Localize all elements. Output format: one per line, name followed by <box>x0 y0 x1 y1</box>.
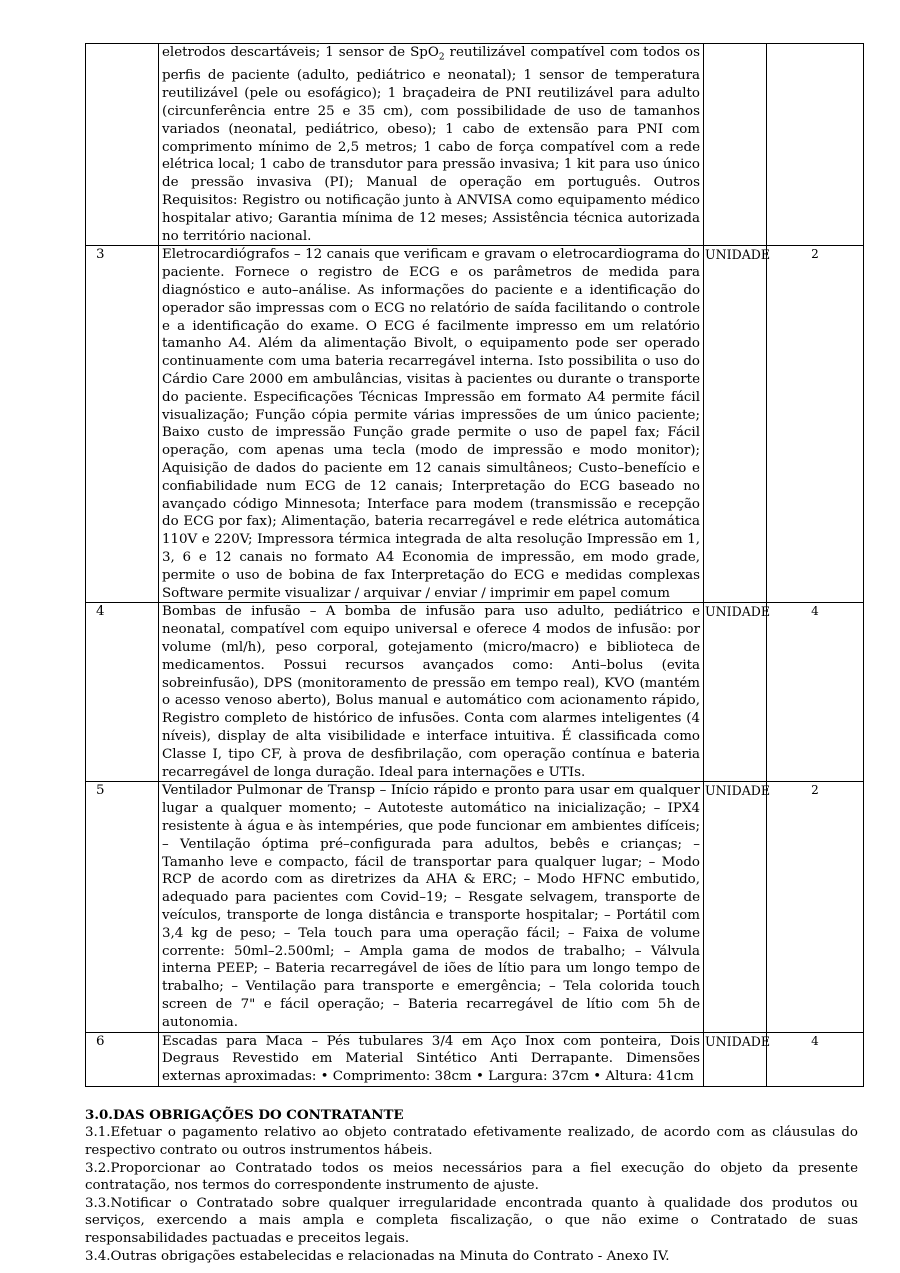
item-quantity: 2 <box>767 782 864 1032</box>
table-row <box>86 1032 864 1086</box>
item-number <box>86 44 159 246</box>
table-row <box>86 246 864 603</box>
section-heading: 3.0.DAS OBRIGAÇÕES DO CONTRATANTE <box>85 1106 404 1123</box>
item-unit: UNIDADE <box>704 603 767 782</box>
item-description: Ventilador Pulmonar de Transp – Início rápido e pronto para usar em qualquer lugar a qualquer momento; – Autoteste automático na inicialização; – IPX4 resistente à água e às intempéries, que pode funcionar em ambientes difíceis; – Ventilação óptima pré–configurada para adultos, bebês e crianças; – Tamanho leve e compacto, fácil de transportar para qualquer lugar; – Modo RCP de acordo com as diretrizes da AHA & ERC; – Modo HFNC embutido, adequado para pacientes com Covid–19; – Resgate selvagem, transporte de veículos, transporte de longa distância e transporte hospitalar; – Portátil com 3,4 kg de peso; – Tela touch para uma operação fácil; – Faixa de volume corrente: 50ml–2.500ml; – Ampla gama de modos de trabalho; – Válvula interna PEEP; – Bateria recarregável de iões de lítio para um longo tempo de trabalho; – Ventilação para transporte e emergência; – Tela colorida touch screen de 7" e fácil operação; – Bateria recarregável de lítio com 5h de autonomia. <box>159 782 704 1032</box>
item-quantity: 4 <box>767 603 864 782</box>
table-row <box>86 603 864 782</box>
obligation-item: 3.4.Outras obrigações estabelecidas e relacionadas na Minuta do Contrato - Anexo IV. <box>85 1248 670 1264</box>
description-text: reutilizável compatível com todos os perfis de paciente (adulto, pediátrico e neonatal); 1 sensor de temperatura reutilizável (pele ou esofágico); 1 braçadeira de PNI reutilizável para adulto (circunferência entre 25 e 35 cm), com possibilidade de uso de tamanhos variados (neonatal, pediátrico, obeso); 1 cabo de extensão para PNI com comprimento mínimo de 2,5 metros; 1 cabo de força compatível com a rede elétrica local; 1 cabo de transdutor para pressão invasiva; 1 kit para uso único de pressão invasiva (PI); Manual de operação em português. Outros Requisitos: Registro ou notificação junto à ANVISA como equipamento médico hospitalar ativo; Garantia mínima de 12 meses; Assistência técnica autorizada no território nacional. <box>162 45 700 244</box>
obligations-section <box>85 1107 858 1265</box>
item-quantity: 2 <box>767 246 864 603</box>
item-unit <box>704 44 767 246</box>
item-number: 4 <box>86 603 159 782</box>
item-description: Escadas para Maca – Pés tubulares 3/4 em Aço Inox com ponteira, Dois Degraus Revestido em Material Sintético Anti Derrapante. Dimensões externas aproximadas: • Comprimento: 38cm • Largura: 37cm • Altura: 41cm <box>159 1032 704 1086</box>
subscript-text: 2 <box>438 52 445 63</box>
document-page <box>85 43 858 1265</box>
obligation-item: 3.2.Proporcionar ao Contratado todos os meios necessários para a fiel execução do objeto da presente contratação, nos termos do correspondente instrumento de ajuste. <box>85 1160 858 1194</box>
item-number: 3 <box>86 246 159 603</box>
item-quantity <box>767 44 864 246</box>
obligation-item: 3.1.Efetuar o pagamento relativo ao objeto contratado efetivamente realizado, de acordo com as cláusulas do respectivo contrato ou outros instrumentos hábeis. <box>85 1125 858 1159</box>
description-text: eletrodos descartáveis; 1 sensor de SpO <box>162 45 439 60</box>
item-quantity: 4 <box>767 1032 864 1086</box>
item-unit: UNIDADE <box>704 1032 767 1086</box>
items-table <box>85 43 864 1087</box>
table-row <box>86 782 864 1032</box>
item-number: 5 <box>86 782 159 1032</box>
table-row <box>86 44 864 246</box>
item-number: 6 <box>86 1032 159 1086</box>
item-description: Eletrocardiógrafos – 12 canais que verificam e gravam o eletrocardiograma do paciente. Fornece o registro de ECG e os parâmetros de medida para diagnóstico e auto–análise. As informações do paciente e a identificação do operador são impressas com o ECG no relatório de saída facilitando o controle e a identificação do exame. O ECG é facilmente impresso em um relatório tamanho A4. Além da alimentação Bivolt, o equipamento pode ser operado continuamente com uma bateria recarregável interna. Isto possibilita o uso do Cárdio Care 2000 em ambulâncias, visitas à pacientes ou durante o transporte do paciente. Especificações Técnicas Impressão em formato A4 permite fácil visualização; Função cópia permite várias impressões de um único paciente; Baixo custo de impressão Função grade permite o uso de papel fax; Fácil operação, com apenas uma tecla (modo de impressão e modo monitor); Aquisição de dados do paciente em 12 canais simultâneos; Custo–benefício e confiabilidade num ECG de 12 canais; Interpretação do ECG baseado no avançado código Minnesota; Interface para modem (transmissão e recepção do ECG por fax); Alimentação, bateria recarregável e rede elétrica automática 110V e 220V; Impressora térmica integrada de alta resolução Impressão em 1, 3, 6 e 12 canais no formato A4 Economia de impressão, em modo grade, permite o uso de bobina de fax Interpretação do ECG e medidas complexas Software permite visualizar / arquivar / enviar / imprimir em papel comum <box>159 246 704 603</box>
item-description: Bombas de infusão – A bomba de infusão para uso adulto, pediátrico e neonatal, compatível com equipo universal e oferece 4 modos de infusão: por volume (ml/h), peso corporal, gotejamento (micro/macro) e biblioteca de medicamentos. Possui recursos avançados como: Anti–bolus (evita sobreinfusão), DPS (monitoramento de pressão em tempo real), KVO (mantém o acesso venoso aberto), Bolus manual e automático com acionamento rápido, Registro completo de histórico de infusões. Conta com alarmes inteligentes (4 níveis), display de alta visibilidade e interface intuitiva. É classificada como Classe I, tipo CF, à prova de desfibrilação, com operação contínua e bateria recarregável de longa duração. Ideal para internações e UTIs. <box>159 603 704 782</box>
item-unit: UNIDADE <box>704 782 767 1032</box>
obligation-item: 3.3.Notificar o Contratado sobre qualquer irregularidade encontrada quanto à qualidade dos produtos ou serviços, exercendo a mais ampla e completa fiscalização, o que não exime o Contratado de suas responsabilidades pactuadas e preceitos legais. <box>85 1195 858 1247</box>
item-description <box>159 44 704 246</box>
item-unit: UNIDADE <box>704 246 767 603</box>
